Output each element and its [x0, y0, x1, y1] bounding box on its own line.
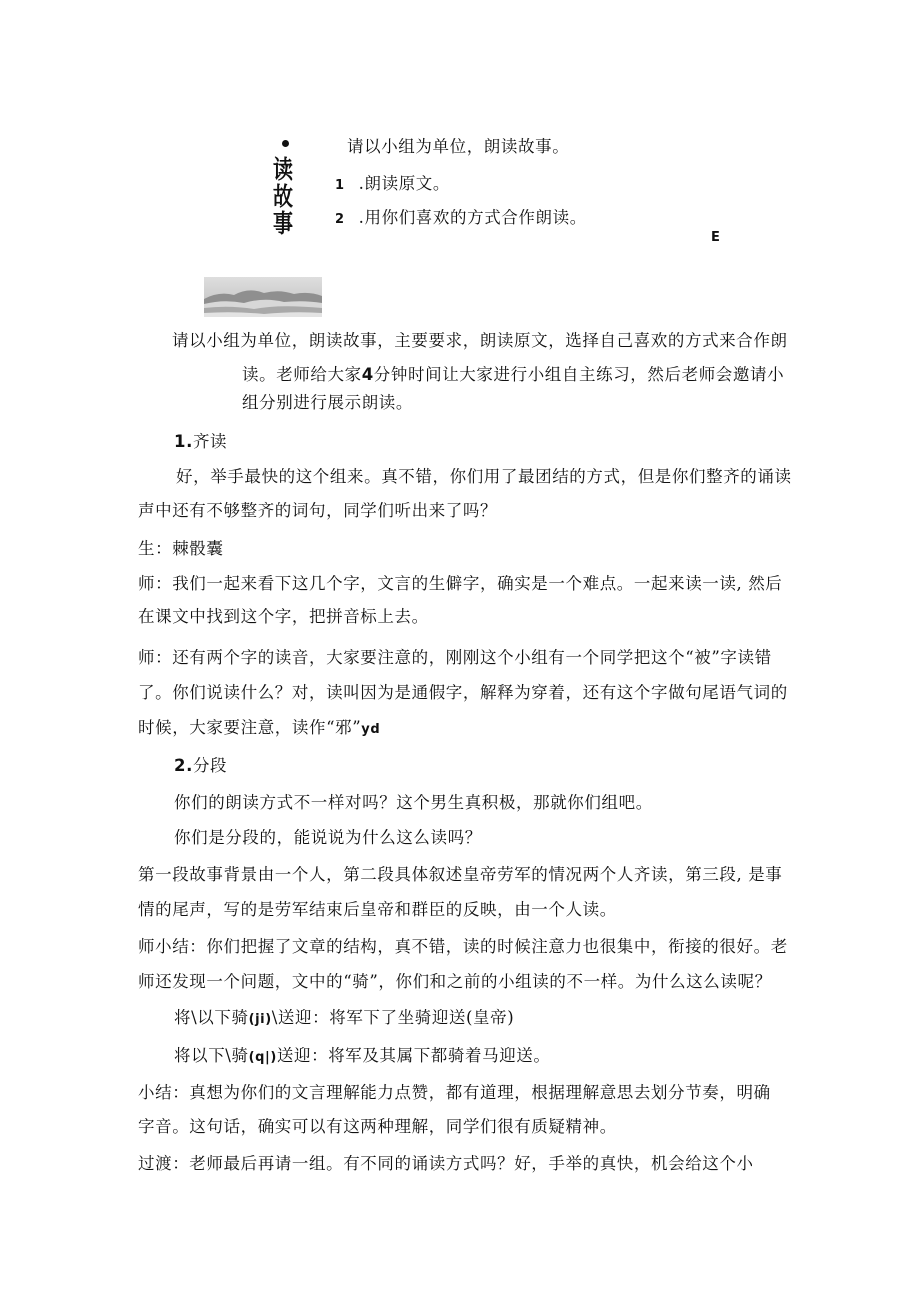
- list-text: .朗读原文。: [358, 174, 451, 193]
- paragraph-line: 师：还有两个字的读音，大家要注意的，刚刚这个小组有一个同学把这个“被”字读错: [138, 648, 772, 667]
- paragraph-line: 时候，大家要注意，读作“邪”yd: [138, 718, 381, 737]
- mountain-mist-illustration: [204, 277, 322, 317]
- paragraph-line: 读。老师给大家4分钟时间让大家进行小组自主练习，然后老师会邀请小: [242, 365, 785, 384]
- paragraph-line: 请以小组为单位，朗读故事，主要要求，朗读原文，选择自己喜欢的方式来合作朗: [172, 331, 788, 350]
- bullet-dot: [282, 140, 289, 147]
- paragraph-line: 在课文中找到这个字，把拼音标上去。: [138, 607, 429, 626]
- paragraph-line: 组分别进行展示朗读。: [242, 393, 413, 412]
- list-number: 2: [335, 212, 345, 227]
- paragraph-line: 第一段故事背景由一个人，第二段具体叙述皇帝劳军的情况两个人齐读，第三段, 是事: [138, 865, 783, 884]
- paragraph-line: 师小结：你们把握了文章的结构，真不错，读的时候注意力也很集中，衔接的很好。老: [138, 937, 788, 956]
- vertical-title: 读故事: [273, 155, 294, 238]
- list-item-2: [335, 204, 587, 228]
- landscape-image: [204, 277, 322, 317]
- paragraph-line: 了。你们说读什么？对，读叫因为是通假字，解释为穿着，还有这个字做句尾语气词的: [138, 683, 788, 702]
- paragraph-line: 生：棘骰囊: [138, 539, 224, 558]
- paragraph-line: 你们的朗读方式不一样对吗？这个男生真积极，那就你们组吧。: [174, 793, 653, 812]
- paragraph-line: 将以下\骑(q|)送迎：将军及其属下都骑着马迎送。: [174, 1046, 551, 1065]
- paragraph-line: 你们是分段的，能说说为什么这么读吗？: [174, 828, 482, 847]
- paragraph-line: 过渡：老师最后再请一组。有不同的诵读方式吗？好，手举的真快，机会给这个小: [138, 1154, 754, 1173]
- list-item-1: [335, 170, 450, 194]
- paragraph-line: 声中还有不够整齐的词句，同学们听出来了吗？: [138, 501, 498, 520]
- intro-line: 请以小组为单位，朗读故事。: [347, 137, 570, 156]
- list-number: 1: [335, 178, 345, 193]
- stray-letter: E: [711, 230, 720, 245]
- paragraph-line: 字音。这句话，确实可以有这两种理解，同学们很有质疑精神。: [138, 1117, 617, 1136]
- paragraph-line: 小结：真想为你们的文言理解能力点赞，都有道理，根据理解意思去划分节奏，明确: [138, 1083, 771, 1102]
- paragraph-line: 好，举手最快的这个组来。真不错，你们用了最团结的方式，但是你们整齐的诵读: [176, 467, 792, 486]
- paragraph-line: 师还发现一个问题，文中的“骑”，你们和之前的小组读的不一样。为什么这么读呢？: [138, 972, 772, 991]
- paragraph-line: 情的尾声，写的是劳军结束后皇帝和群臣的反映，由一个人读。: [138, 900, 617, 919]
- paragraph-line: 将\以下骑(ji)\送迎：将军下了坐骑迎送(皇帝): [174, 1008, 515, 1027]
- paragraph-line: 师：我们一起来看下这几个字，文言的生僻字，确实是一个难点。一起来读一读, 然后: [138, 574, 783, 593]
- list-text: .用你们喜欢的方式合作朗读。: [358, 208, 587, 227]
- section-heading-2: 2.分段: [174, 756, 228, 775]
- section-heading-1: 1.齐读: [174, 432, 228, 451]
- inline-number: 4: [361, 365, 374, 384]
